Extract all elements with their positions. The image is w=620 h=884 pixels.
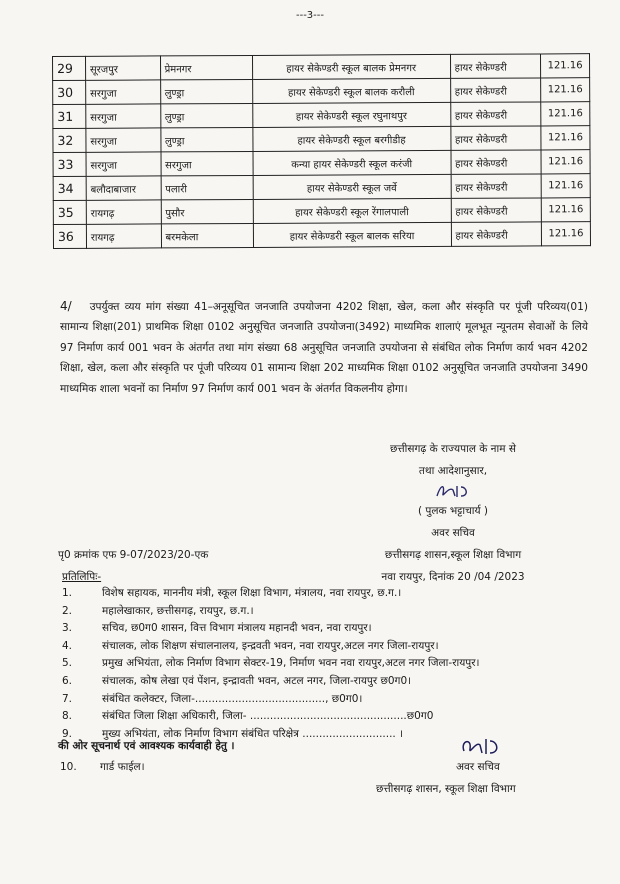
list-item [60,620,590,638]
school-type-cell: हायर सेकेण्डरी [450,78,541,102]
list-item [60,585,590,603]
list-item [60,638,590,656]
list-item-text: गार्ड फाईल। [100,761,145,773]
paragraph-text: उपर्युक्त व्यय मांग संख्या 41–अनूसूचित जनजाति उपयोजना 4202 शिक्षा, खेल, कला और संस्कृति पर पूंजी परिव्यय(01) सामान्य शिक्षा(201) प्राथमिक शिक्षा 0102 अनुसूचित जनजाति उपयोजना(3492) माध्यमिक शालाएं मूलभूत न्यूनतम सेवाओं के लिये 97 निर्माण कार्य 001 भवन के अंतर्गत तथा मांग संख्या 68 अनुसूचित जनजाति उपयोजना से संबंधित लोक निर्माण कार्य भवन 4202 शिक्षा, खेल, कला और संस्कृति पर पूंजी परिव्यय 01 सामान्य शिक्षा 202 माध्यमिक शिक्षा 0102 अनुसूचित जनजाति उपयोजना 3490 माध्यमिक शाला भवनों का निर्माण 97 निर्माण कार्य 001 भवन के अंतर्गत विकलनीय होगा। [60,301,588,395]
budget-paragraph [60,296,588,399]
signature-order-line: तथा आदेशानुसार, [418,465,488,477]
list-item [60,603,590,621]
place-date: नवा रायपुर, दिनांक 20 /04 /2023 [381,571,525,583]
signatory-designation: अवर सचिव [431,527,475,539]
list-item [60,691,590,709]
list-item-text: प्रमुख अभियंता, लोक निर्माण विभाग सेक्टर-19, निर्माण भवन नवा रायपुर,अटल नगर जिला-रायपुर। [102,657,480,670]
school-type-cell: हायर सेकेण्डरी [450,126,541,150]
copy-list [60,585,590,743]
amount-cell: 121.16 [541,150,590,174]
school-type-cell: हायर सेकेण्डरी [450,54,541,78]
school-type-cell: हायर सेकेण्डरी [451,198,542,222]
school-type-cell: हायर सेकेण्डरी [450,102,541,126]
list-item-number: 10. [60,761,77,773]
serial-number: 31 [53,104,86,128]
serial-number: 33 [53,152,86,176]
table-row [53,78,590,105]
page-number: ---3--- [295,10,324,21]
list-item-text: मुख्य अभियंता, लोक निर्माण विभाग संबंधित परिक्षेत्र ............................ । [102,727,404,740]
handwritten-signature [338,482,568,500]
serial-number: 30 [53,80,86,104]
guard-file-item [60,760,145,774]
block-cell: सरगुजा [161,151,253,175]
block-cell: बरमकेला [161,223,253,247]
amount-cell: 121.16 [541,78,590,102]
school-type-cell: हायर सेकेण्डरी [451,150,542,174]
list-item-text: संचालक, कोष लेखा एवं पेंशन, इन्द्रावती भवन, अटल नगर, जिला-रायपुर छ0ग0। [102,674,412,687]
signatory-designation-2: अवर सचिव [456,761,500,773]
district-cell: रायगढ़ [86,224,161,248]
serial-number: 36 [53,224,86,248]
list-item-number: 7. [62,692,73,705]
list-item-number: 8. [62,710,73,723]
list-item [60,708,590,726]
list-item-text: महालेखाकार, छत्तीसगढ़, रायपुर, छ.ग.। [102,604,254,617]
list-item [60,673,590,691]
list-item-number: 6. [62,674,73,687]
school-name-cell: हायर सेकेण्डरी स्कूल बालक प्रेमनगर [252,54,450,79]
list-item-number: 5. [62,657,73,670]
list-item [60,655,590,673]
table-row [53,198,590,225]
list-item-text: संबंधित कलेक्टर, जिला-......................................., छ0ग0। [102,692,363,705]
paragraph-number: 4/ [60,299,72,313]
copy-to-label: प्रतिलिपिः- [62,571,102,583]
list-item-number: 1. [62,587,73,599]
table-row [53,126,590,153]
district-cell: सरगुजा [85,80,160,104]
amount-cell: 121.16 [541,54,590,78]
school-type-cell: हायर सेकेण्डरी [451,174,542,198]
schools-table [52,53,591,249]
school-name-cell: हायर सेकेण्डरी स्कूल रघुनाथपुर [252,102,450,127]
reference-number: पृ0 क्रमांक एफ 9-07/2023/20-एक [58,549,209,561]
block-cell: लुण्ड्रा [160,127,252,151]
school-name-cell: हायर सेकेण्डरी स्कूल जर्वे [253,174,451,199]
serial-number: 34 [53,176,86,200]
amount-cell: 121.16 [541,102,590,126]
district-cell: सूरजपुर [85,56,160,80]
district-cell: सरगुजा [86,104,161,128]
signature-block [338,438,568,588]
signatory-department: छत्तीसगढ़ शासन,स्कूल शिक्षा विभाग [384,549,522,561]
school-name-cell: हायर सेकेण्डरी स्कूल बालक करौली [252,78,450,103]
serial-number: 35 [53,200,86,224]
school-type-cell: हायर सेकेण्डरी [451,222,542,246]
amount-cell: 121.16 [541,174,590,198]
district-cell: बलौदाबाजार [86,176,161,200]
signatory-name: ( पुलक भट्टाचार्य ) [417,505,489,517]
amount-cell: 121.16 [541,126,590,150]
school-name-cell: हायर सेकेण्डरी स्कूल बरगीडीह [252,126,450,151]
amount-cell: 121.16 [541,222,590,246]
district-cell: सरगुजा [86,152,161,176]
list-item-number: 2. [62,604,73,617]
table-row [53,222,590,249]
block-cell: लुण्ड्रा [160,79,252,103]
school-name-cell: हायर सेकेण्डरी स्कूल रेंगालपाली [253,198,451,223]
block-cell: प्रेमनगर [160,55,252,79]
serial-number: 29 [53,56,86,80]
action-line: की ओर सूचनार्थ एवं आवश्यक कार्यवाही हेतु । [58,740,235,752]
table-row [53,102,590,129]
table-row [53,54,590,81]
amount-cell: 121.16 [541,198,590,222]
school-name-cell: हायर सेकेण्डरी स्कूल बालक सरिया [253,222,451,247]
list-item-number: 4. [62,639,73,652]
district-cell: सरगुजा [86,128,161,152]
list-item-text: संचालक, लोक शिक्षण संचालनालय, इन्द्रवती भवन, नवा रायपुर,अटल नगर जिला-रायपुर। [102,639,439,652]
serial-number: 32 [53,128,86,152]
signatory-department-2: छत्तीसगढ़ शासन, स्कूल शिक्षा विभाग [376,783,516,795]
list-item-number: 3. [62,622,73,635]
block-cell: लुण्ड्रा [160,103,252,127]
table-row [53,174,590,201]
list-item-number: 9. [62,727,73,740]
signature-authority-line: छत्तीसगढ़ के राज्यपाल के नाम से [390,443,516,455]
block-cell: पलारी [161,175,253,199]
table-row [53,150,590,177]
list-item-text: संबंधित जिला शिक्षा अधिकारी, जिला- ...............................................छ0ग0 [102,710,434,723]
list-item-text: सचिव, छ0ग0 शासन, वित्त विभाग मंत्रालय महानदी भवन, नवा रायपुर। [102,622,372,635]
list-item-text: विशेष सहायक, माननीय मंत्री, स्कूल शिक्षा विभाग, मंत्रालय, नवा रायपुर, छ.ग.। [102,587,402,599]
school-name-cell: कन्या हायर सेकेण्डरी स्कूल करंजी [253,150,451,175]
block-cell: पुसौर [161,199,253,223]
district-cell: रायगढ़ [86,200,161,224]
